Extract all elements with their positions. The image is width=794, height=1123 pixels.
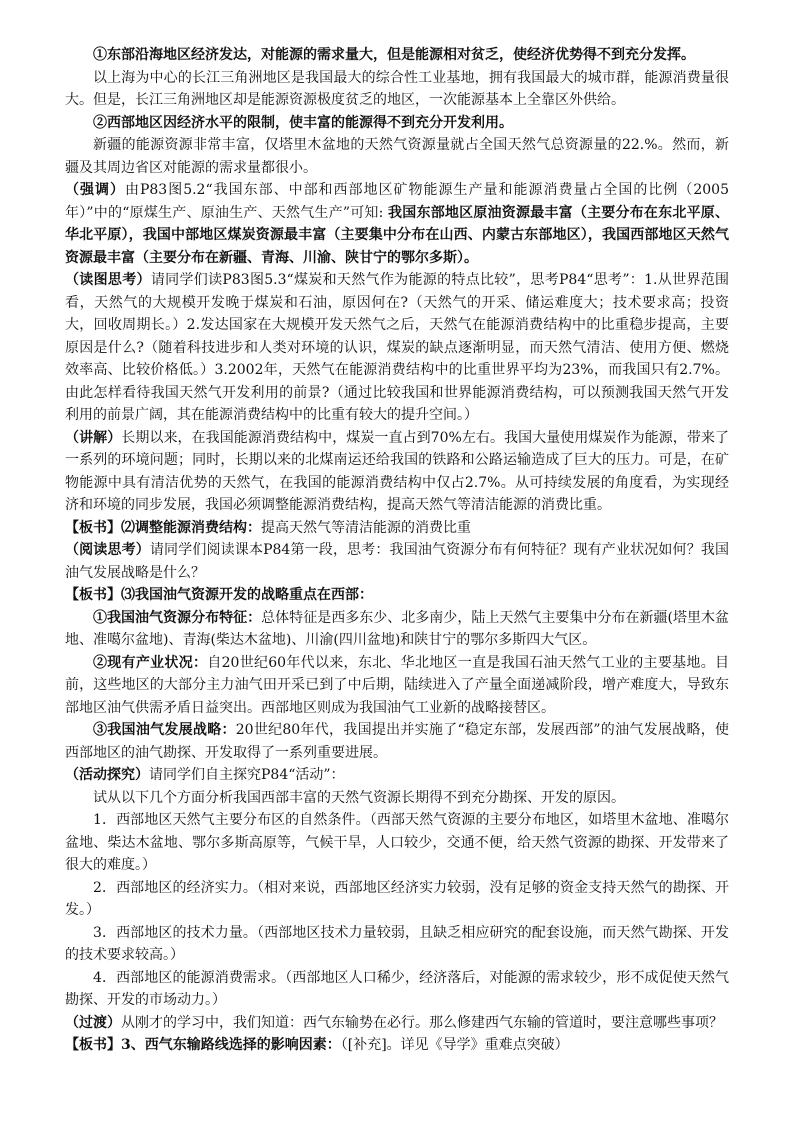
paragraph <box>65 427 729 517</box>
paragraph <box>65 112 729 135</box>
text-run: 自20世纪60年代以来，东北、华北地区一直是我国石油天然气工业的主要基地。目前，这些地区的大部分主力油气田开采已到了中后期，陆续进入了产量全面递减阶段，增产难度大，导致东部地区油气供需矛盾日益突出。西部地区则成为我国油气工业新的战略接替区。 <box>65 654 729 716</box>
bold-run: ①东部沿海地区经济发达，对能源的需求量大，但是能源相对贫乏，使经济优势得不到充分发挥。 <box>93 47 695 63</box>
text-run: 长期以来，在我国能源消费结构中，煤炭一直占到70%左右。我国大量使用煤炭作为能源，带来了一系列的环境问题；同时，长期以来的北煤南运还给我国的铁路和公路运输造成了巨大的压力。可是，在矿物能源中具有清洁优势的天然气，在我国的能源消费结构中仅占2.7%。从可持续发展的角度看，为实现经济和环境的同步发展，我国必须调整能源消费结构，提高天然气等清洁能源的消费比重。 <box>65 429 729 513</box>
bold-run: （讲解） <box>65 429 122 446</box>
text-run: 1．西部地区天然气主要分布区的自然条件。（西部天然气资源的主要分布地区，如塔里木盆地、准噶尔盆地、柴达木盆地、鄂尔多斯高原等，气候干旱，人口较少，交通不便，给天然气资源的勘探、开发带来了很大的难度。） <box>65 812 729 873</box>
text-run: 4．西部地区的能源消费需求。（西部地区人口稀少，经济落后，对能源的需求较少，形不成促使天然气勘探、开发的市场动力。） <box>65 969 729 1008</box>
paragraph <box>65 584 729 607</box>
text-run: 提高天然气等清洁能源的消费比重 <box>261 519 471 536</box>
text-run: 试从以下几个方面分析我国西部丰富的天然气资源长期得不到充分勘探、开发的原因。 <box>93 789 625 806</box>
text-run: 总体特征是西多东少、北多南少，陆上天然气主要集中分布在新疆(塔里木盆地、准噶尔盆地)、青海(柴达木盆地)、川渝(四川盆地)和陕甘宁的鄂尔多斯四大气区。 <box>65 609 730 648</box>
paragraph <box>65 134 729 179</box>
paragraph <box>65 1034 729 1057</box>
paragraph <box>65 269 729 427</box>
paragraph <box>65 967 729 1012</box>
text-run: 2．西部地区的经济实力。（相对来说，西部地区经济实力较弱，没有足够的资金支持天然气的勘探、开发。） <box>65 879 729 918</box>
paragraph <box>65 719 729 764</box>
paragraph <box>65 44 729 67</box>
bold-run: ②西部地区因经济水平的限制，使丰富的能源得不到充分开发利用。 <box>93 114 513 131</box>
text-run: 请同学们阅读课本P84第一段，思考：我国油气资源分布有何特征？现有产业状况如何？我国油气发展战略是什么？ <box>65 542 730 581</box>
text-run: 从刚才的学习中，我们知道：西气东输势在必行。那么修建西气东输的管道时，要注意哪些事项？ <box>121 1014 723 1031</box>
paragraph <box>65 764 729 787</box>
paragraph <box>65 652 729 720</box>
bold-run: ②现有产业状况： <box>93 654 208 671</box>
paragraph <box>65 539 729 584</box>
text-run: 3．西部地区的技术力量。（西部地区技术力量较弱，且缺乏相应研究的配套设施，而天然气勘探、开发的技术要求较高。） <box>65 924 729 963</box>
bold-run: ③我国油气发展战略： <box>93 722 236 738</box>
paragraph <box>65 179 729 269</box>
paragraph <box>65 607 729 652</box>
bold-run: （强调） <box>65 182 125 198</box>
text-run: 请同学们自主探究P84“活动”： <box>149 767 345 783</box>
bold-run: （活动探究） <box>65 767 149 783</box>
paragraph <box>65 67 729 112</box>
bold-run: （过渡） <box>65 1014 121 1031</box>
paragraph <box>65 1012 729 1035</box>
bold-run: ①我国油气资源分布特征： <box>93 609 262 626</box>
text-run: 新疆的能源资源非常丰富，仅塔里木盆地的天然气资源量就占全国天然气总资源量的22.%。然而，新疆及其周边省区对能源的需求量都很小。 <box>65 137 729 176</box>
text-run: 以上海为中心的长江三角洲地区是我国最大的综合性工业基地，拥有我国最大的城市群，能源消费量很大。但是，长江三角洲地区却是能源资源极度贫乏的地区，一次能源基本上全靠区外供给。 <box>65 69 729 108</box>
text-run: 请同学们读P83图5.3“煤炭和天然气作为能源的特点比较”，思考P84“思考”：1.从世界范围看，天然气的大规模开发晚于煤炭和石油，原因何在?（天然气的开采、储运难度大；技术要求高；投资大，回收周期长。）2.发达国家在大规模开发天然气之后，天然气在能源消费结构中的比重稳步提高，主要原因是什么?（随着科技进步和人类对环境的认识，煤炭的缺点逐渐明显，而天然气清洁、使用方便、燃烧效率高、比较价格低。）3.2002年，天然气在能源消费结构中的比重世界平均为23%，而我国只有2.7%。由此怎样看待我国天然气开发利用的前景?（通过比较我国和世界能源消费结构，可以预测我国天然气开发利用的前景广阔，其在能源消费结构中的比重有较大的提升空间。） <box>65 272 730 423</box>
text-run: 由P83图5.2“我国东部、中部和西部地区矿物能源生产量和能源消费量占全国的比例（2005年）”中的“原煤生产、原油生产、天然气生产”可知: <box>65 182 730 221</box>
bold-run: 我国东部地区原油资源最丰富（主要分布在东北平原、华北平原），我国中部地区煤炭资源最丰富（主要集中分布在山西、内蒙古东部地区），我国西部地区天然气资源最丰富（主要分布在新疆、青海、川渝、陕甘宁的鄂尔多斯）。 <box>65 204 730 266</box>
bold-run: （读图思考） <box>65 272 151 288</box>
bold-run: 【板书】3、西气东输路线选择的影响因素： <box>65 1037 341 1053</box>
paragraph <box>65 809 729 877</box>
paragraph <box>65 517 729 540</box>
bold-run: 【板书】⑵调整能源消费结构： <box>65 519 261 536</box>
document-page <box>65 44 729 1057</box>
text-run: （[补充]。详见《导学》重难点突破） <box>340 1037 569 1053</box>
paragraph <box>65 877 729 922</box>
paragraph <box>65 922 729 967</box>
paragraph <box>65 787 729 810</box>
text-run: 20世纪80年代，我国提出并实施了“稳定东部，发展西部”的油气发展战略，使西部地区的油气勘探、开发取得了一系列重要进展。 <box>65 722 730 761</box>
bold-run: （阅读思考） <box>65 542 150 558</box>
bold-run: 【板书】⑶我国油气资源开发的战略重点在西部： <box>65 587 373 603</box>
